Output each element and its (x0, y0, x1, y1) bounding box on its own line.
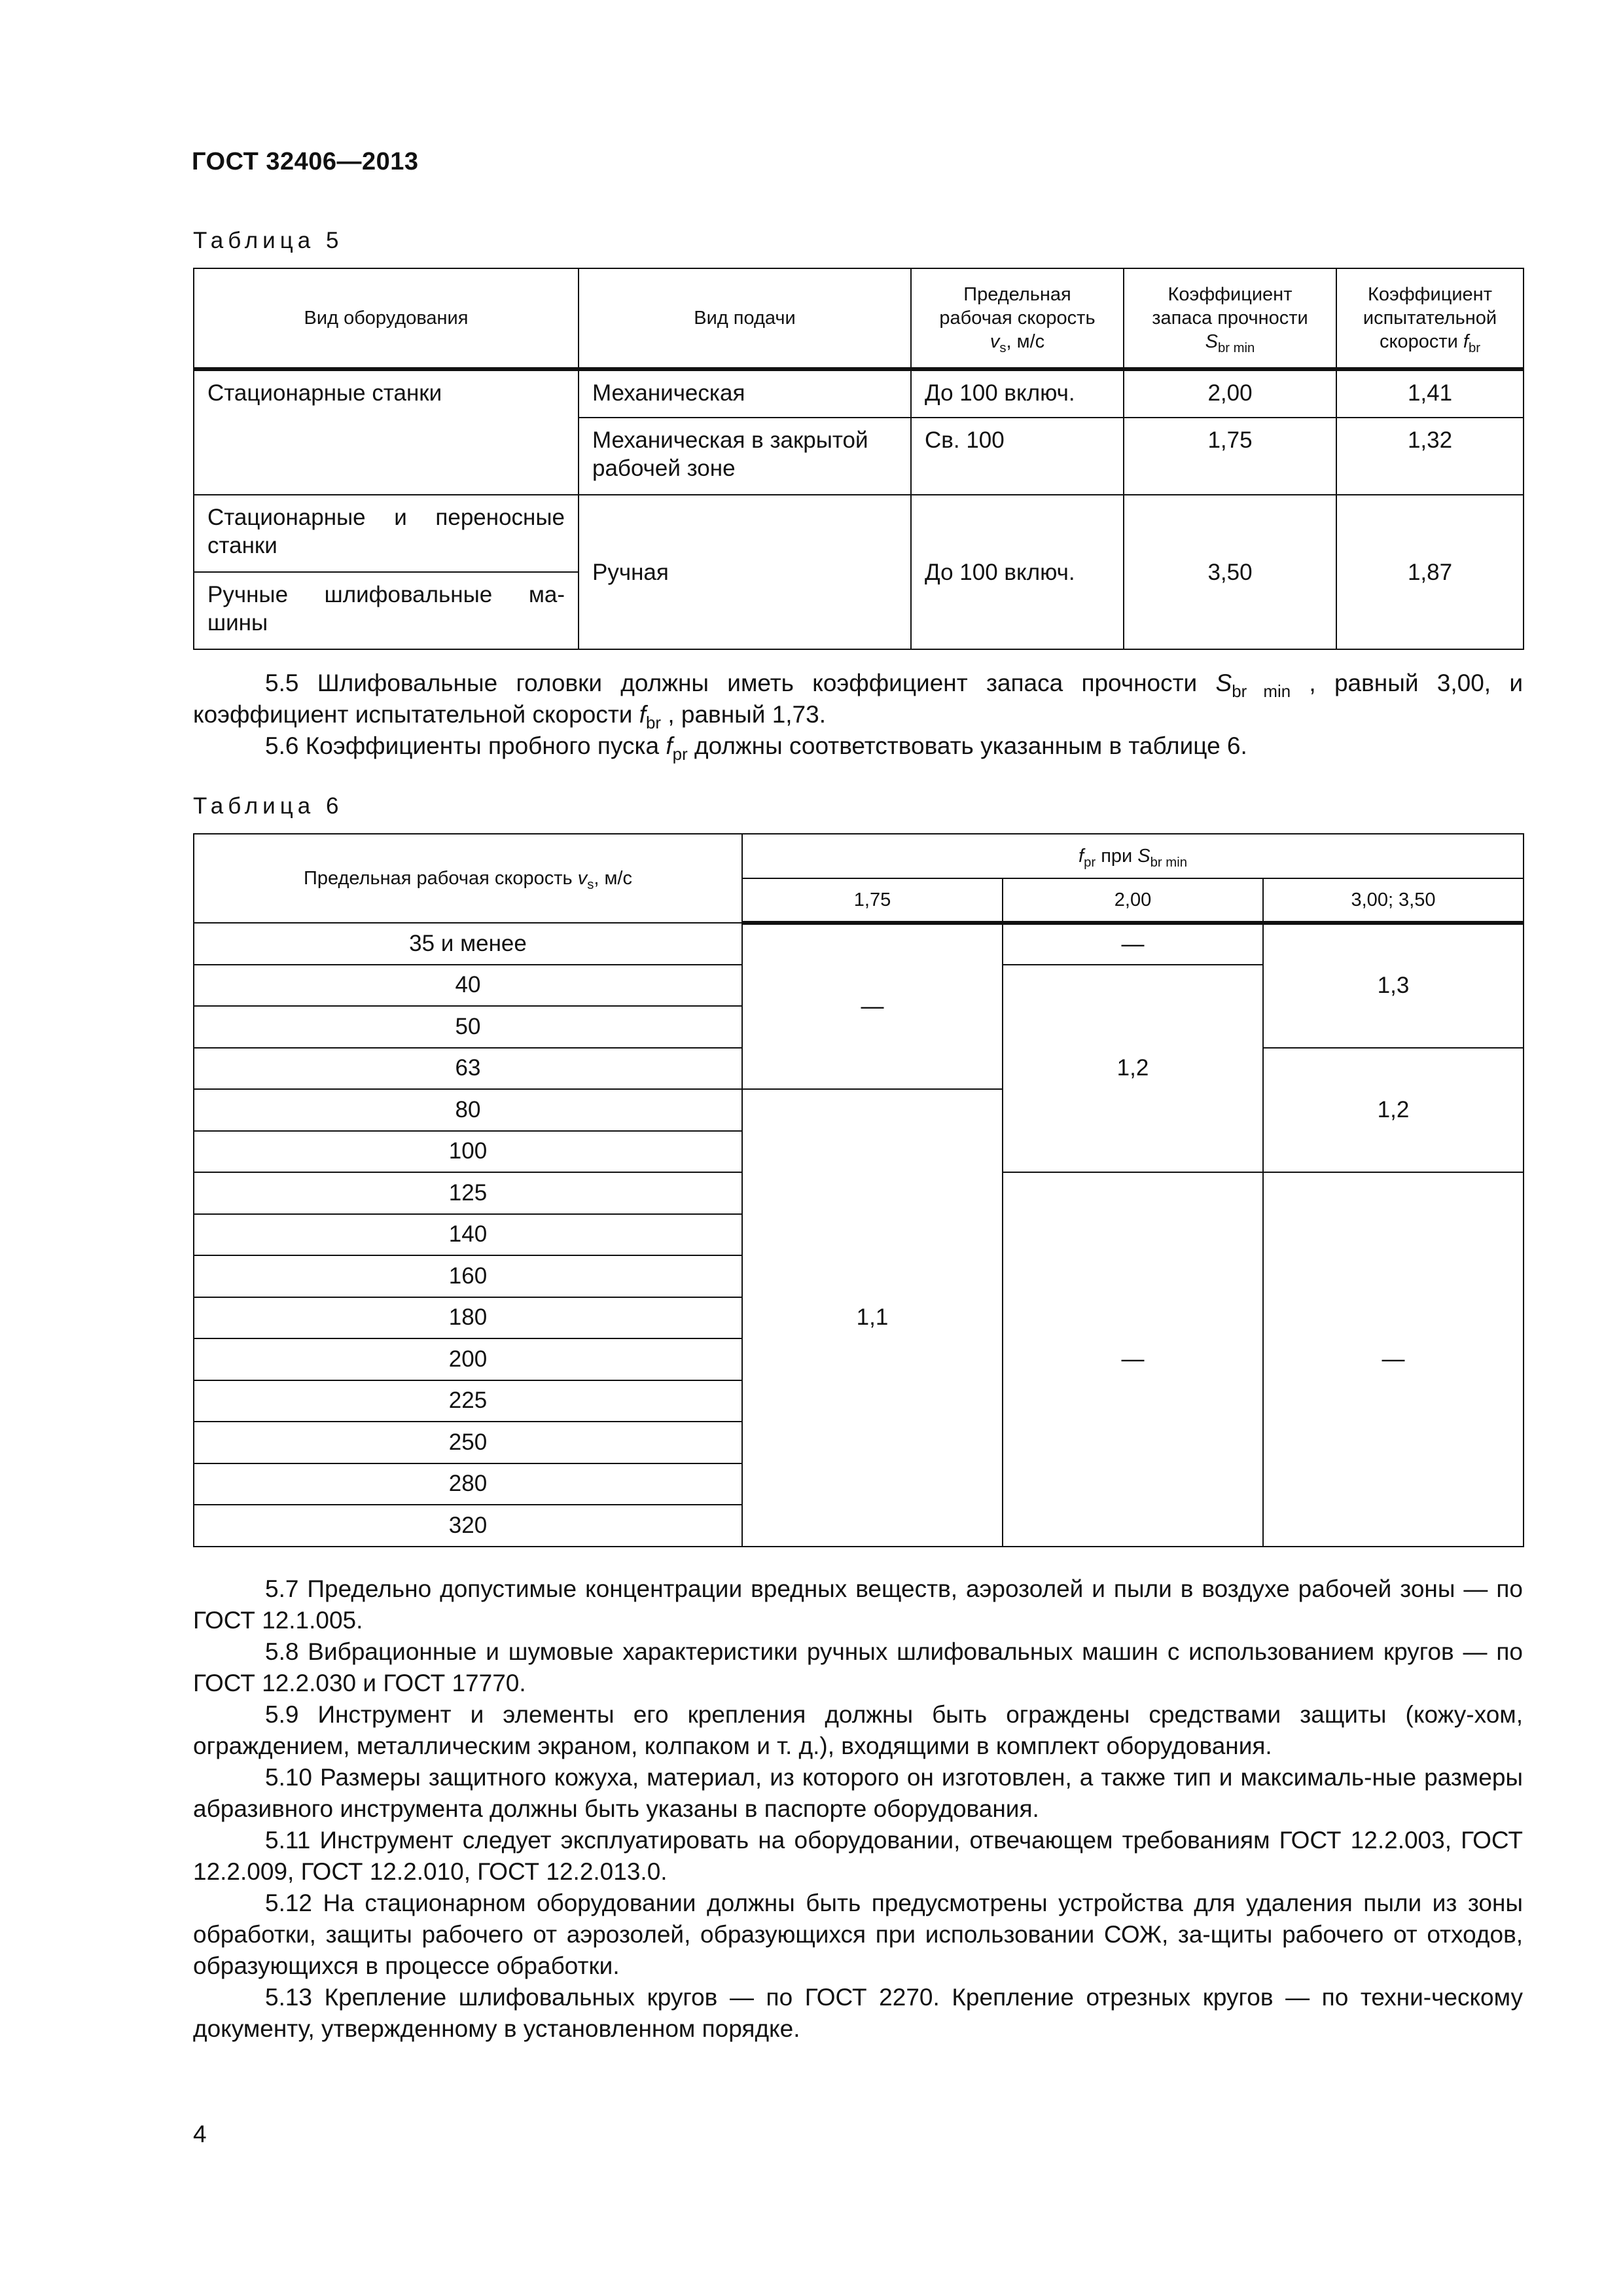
paragraph-5-6: 5.6 Коэффициенты пробного пуска $f_{pr}$ должны соответствовать указанным в таблице 6. (265, 732, 1247, 764)
table5-header-feed: Вид подачи (579, 268, 911, 369)
table6-speed-cell: 320 (194, 1505, 742, 1547)
table6-value-cell: — (742, 923, 1003, 1089)
table5-cell-test: 1,41 (1336, 369, 1524, 418)
table5-cell-test: 1,87 (1336, 495, 1524, 649)
table6-subheader-1-75: 1,75 (742, 878, 1003, 923)
table5-cell-strength: 2,00 (1124, 369, 1336, 418)
table6-value-cell: — (1263, 1172, 1524, 1547)
table6-value-cell: 1,3 (1263, 923, 1524, 1048)
table5-cell-test: 1,32 (1336, 418, 1524, 495)
table6-subheader-3-00: 3,00; 3,50 (1263, 878, 1524, 923)
paragraph-5-10: 5.10 Размеры защитного кожуха, материал, из которого он изготовлен, а также тип и максималь-ные размеры абразивного инструмента должны быть указаны в паспорте оборудования. (193, 1764, 1523, 1822)
table6-speed-cell: 50 (194, 1006, 742, 1048)
table5-cell-speed: До 100 включ. (911, 369, 1124, 418)
table-5 (193, 268, 1524, 650)
table5-cell-speed: До 100 включ. (911, 495, 1124, 649)
paragraph-5-8: 5.8 Вибрационные и шумовые характеристики ручных шлифовальных машин с использованием кругов — по ГОСТ 12.2.030 и ГОСТ 17770. (193, 1638, 1523, 1696)
table5-header-speed: Предельная рабочая скорость $v_s$, м/с (911, 268, 1124, 369)
table5-cell-strength: 3,50 (1124, 495, 1336, 649)
table5-header-equipment: Вид оборудования (194, 268, 579, 369)
table5-caption: Таблица 5 (193, 228, 344, 253)
table5-cell-feed: Ручная (579, 495, 911, 649)
table6-speed-cell: 125 (194, 1172, 742, 1214)
table6-subheader-2-00: 2,00 (1003, 878, 1263, 923)
table5-cell-equipment: Ручные шлифовальные ма-шины (194, 572, 579, 649)
table-row (194, 495, 1524, 572)
page-number: 4 (193, 2121, 207, 2147)
table5-cell-equipment: Стационарные и переносные станки (194, 495, 579, 572)
table-row (194, 923, 1524, 965)
table6-header-fpr: $f_{pr}$ при $S_{br min}$ (742, 834, 1524, 878)
paragraph-5-12: 5.12 На стационарном оборудовании должны быть предусмотрены устройства для удаления пыли из зоны обработки, защиты рабочего от аэрозолей, образующихся при использовании СОЖ, за-щиты рабочего от отходов, образующихся в процессе обработки. (193, 1890, 1523, 1979)
document-header: ГОСТ 32406—2013 (192, 148, 419, 175)
table5-cell-strength: 1,75 (1124, 418, 1336, 495)
paragraphs-5-7-5-13 (193, 1573, 1523, 2045)
table6-speed-cell: 140 (194, 1214, 742, 1256)
table5-cell-speed: Св. 100 (911, 418, 1124, 495)
table6-speed-cell: 35 и менее (194, 923, 742, 965)
table6-speed-cell: 180 (194, 1297, 742, 1339)
table-row (194, 369, 1524, 418)
table5-header-test-speed: Коэффициент испытательной скорости $f_{br}$ (1336, 268, 1524, 369)
table5-header-row (194, 268, 1524, 369)
table5-header-strength: Коэффициент запаса прочности $S_{br min}$ (1124, 268, 1336, 369)
table6-caption: Таблица 6 (193, 793, 344, 819)
table6-speed-cell: 80 (194, 1089, 742, 1131)
table6-value-cell: — (1003, 923, 1263, 965)
table6-value-cell: 1,2 (1003, 965, 1263, 1173)
table6-speed-cell: 100 (194, 1131, 742, 1173)
table5-cell-feed: Механическая (579, 369, 911, 418)
paragraphs-5-5-5-6 (193, 668, 1523, 762)
paragraph-5-11: 5.11 Инструмент следует эксплуатировать на оборудовании, отвечающем требованиям ГОСТ 12.2.003, ГОСТ 12.2.009, ГОСТ 12.2.010, ГОСТ 12.2.013.0. (193, 1827, 1523, 1885)
table6-speed-cell: 280 (194, 1463, 742, 1505)
table6-speed-cell: 40 (194, 965, 742, 1007)
table6-value-cell: 1,2 (1263, 1048, 1524, 1173)
table6-header-speed: Предельная рабочая скорость $v_s$, м/с (194, 834, 742, 923)
table5-cell-equipment: Стационарные станки (194, 369, 579, 495)
paragraph-5-5: 5.5 Шлифовальные головки должны иметь коэффициент запаса прочности $S_{br min}$ , равный 3,00, и коэффициент испытательной скорости $f_{br}$ , равный 1,73. (193, 670, 1523, 733)
table6-speed-cell: 63 (194, 1048, 742, 1090)
table6-header-row (194, 834, 1524, 878)
paragraph-5-9: 5.9 Инструмент и элементы его крепления должны быть ограждены средствами защиты (кожу-хом, ограждением, металлическим экраном, колпаком и т. д.), входящими в комплект оборудования. (193, 1701, 1523, 1759)
table6-speed-cell: 250 (194, 1422, 742, 1463)
table6-value-cell: 1,1 (742, 1089, 1003, 1547)
paragraph-5-7: 5.7 Предельно допустимые концентрации вредных веществ, аэрозолей и пыли в воздухе рабочей зоны — по ГОСТ 12.1.005. (193, 1575, 1523, 1634)
table-6 (193, 833, 1524, 1547)
table6-speed-cell: 160 (194, 1255, 742, 1297)
table6-value-cell: — (1003, 1172, 1263, 1547)
table6-speed-cell: 200 (194, 1338, 742, 1380)
table6-speed-cell: 225 (194, 1380, 742, 1422)
table5-cell-feed: Механическая в закрытой рабочей зоне (579, 418, 911, 495)
paragraph-5-13: 5.13 Крепление шлифовальных кругов — по ГОСТ 2270. Крепление отрезных кругов — по техни-ческому документу, утвержденному в установленном порядке. (193, 1984, 1523, 2042)
